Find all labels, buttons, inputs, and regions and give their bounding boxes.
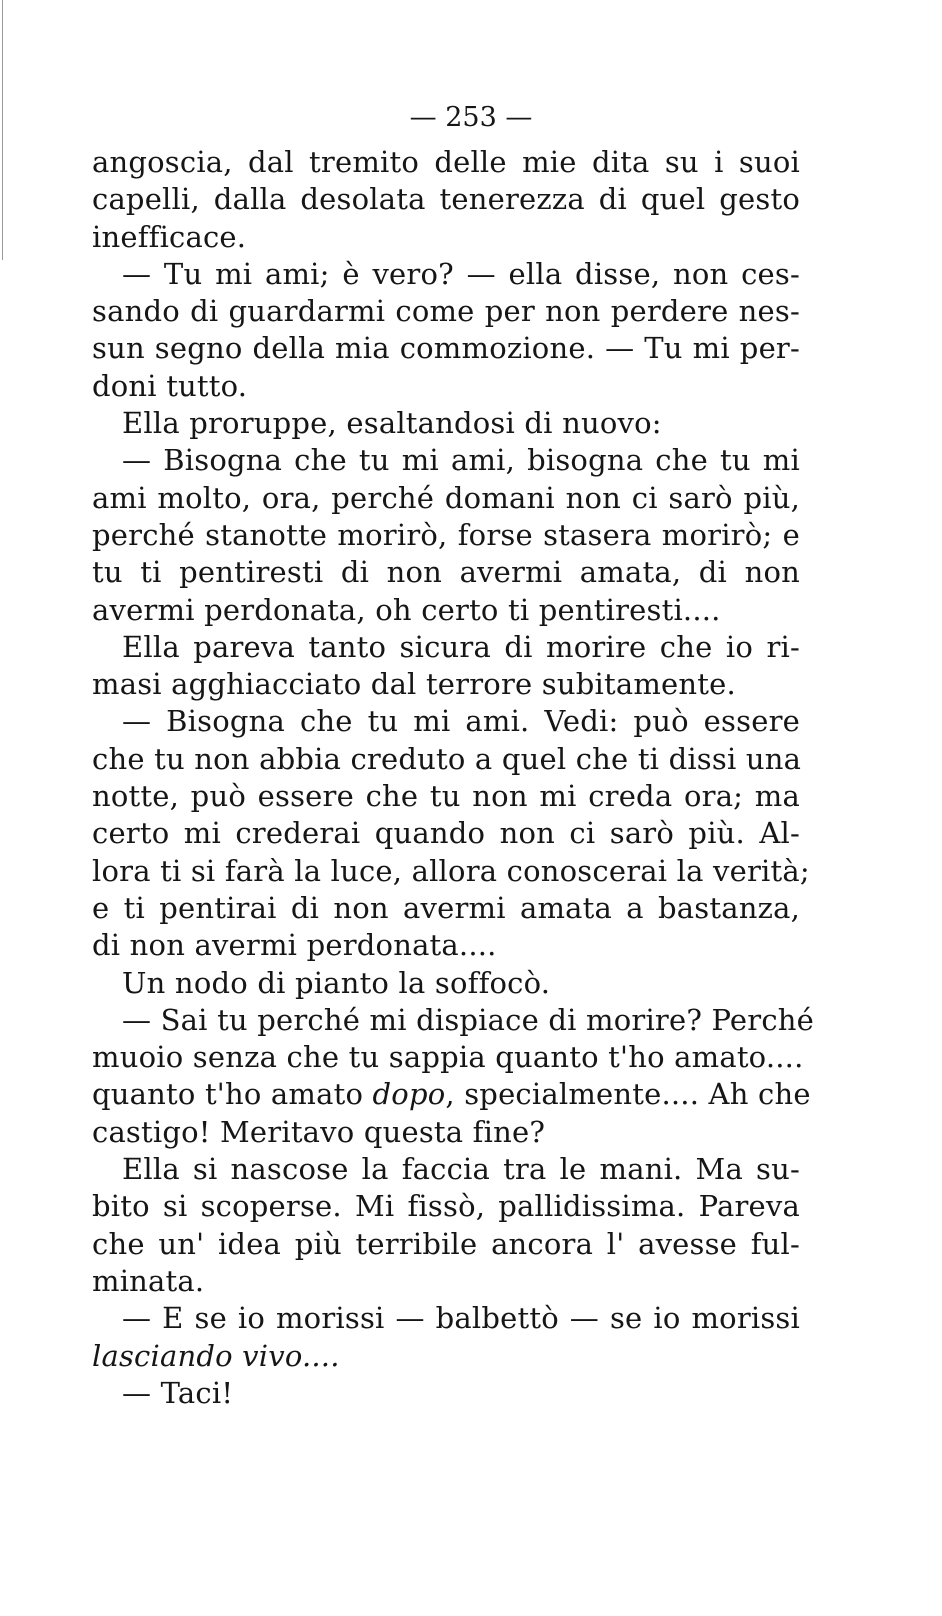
text-line: capelli, dalla desolata tenerezza di quel gesto [92, 182, 800, 217]
text-line: certo mi crederai quando non ci sarò più. Al- [92, 816, 800, 851]
text-line: bito si scoperse. Mi fissò, pallidissima. Pareva [92, 1189, 800, 1224]
text-line: notte, può essere che tu non mi creda ora; ma [92, 779, 800, 814]
text-line: avermi perdonata, oh certo ti pentiresti.... [92, 592, 721, 627]
text-line: perché stanotte morirò, forse stasera morirò; e [92, 517, 800, 552]
body-text [92, 144, 815, 1412]
emphasis: dopo [372, 1077, 446, 1112]
text-line: inefficace. [92, 219, 247, 254]
text-line: Ella si nascose la faccia tra le mani. Ma su- [122, 1152, 800, 1187]
text-line: — Tu mi ami; è vero? — ella disse, non ces- [122, 256, 800, 291]
text-line: — E se io morissi — balbettò — se io morissi [122, 1301, 800, 1336]
text-line: Un nodo di pianto la soffocò. [122, 965, 551, 1000]
text-line: angoscia, dal tremito delle mie dita su i suoi [92, 145, 800, 179]
text-line: — Sai tu perché mi dispiace di morire? Perché [122, 1002, 815, 1037]
text-line: masi agghiacciato dal terrore subitamente. [92, 667, 736, 702]
text-line: muoio senza che tu sappia quanto t'ho amato.... [92, 1040, 804, 1075]
text-line: — Bisogna che tu mi ami, bisogna che tu mi [122, 443, 800, 478]
text-line: Ella pareva tanto sicura di morire che io ri- [122, 629, 800, 664]
text-line: di non avermi perdonata.... [92, 928, 497, 963]
text-line: Ella proruppe, esaltandosi di nuovo: [122, 406, 662, 441]
text-line: minata. [92, 1263, 205, 1298]
text-line: che un' idea più terribile ancora l' avesse ful- [92, 1226, 800, 1261]
text-line: — Taci! [122, 1375, 234, 1410]
text-line: lora ti si farà la luce, allora conoscerai la verità; [92, 853, 810, 888]
text-line: che tu non abbia creduto a quel che ti dissi una [92, 741, 802, 776]
text-line: e ti pentirai di non avermi amata a bastanza, [92, 890, 800, 925]
emphasis: lasciando vivo.... [92, 1338, 340, 1373]
text-line: tu ti pentiresti di non avermi amata, di non [92, 555, 800, 590]
text-line: sun segno della mia commozione. — Tu mi per- [92, 331, 800, 366]
text-line: — Bisogna che tu mi ami. Vedi: può essere [122, 704, 800, 739]
text-line: doni tutto. [92, 368, 248, 403]
text-line: quanto t'ho amato dopo, specialmente.... Ah che [92, 1077, 811, 1112]
page-number: — 253 — [409, 102, 533, 133]
text-line: sando di guardarmi come per non perdere nes- [92, 294, 800, 329]
text-line: ami molto, ora, perché domani non ci sarò più, [92, 480, 800, 515]
text-line [92, 1338, 800, 1375]
text-line: castigo! Meritavo questa fine? [92, 1114, 546, 1149]
